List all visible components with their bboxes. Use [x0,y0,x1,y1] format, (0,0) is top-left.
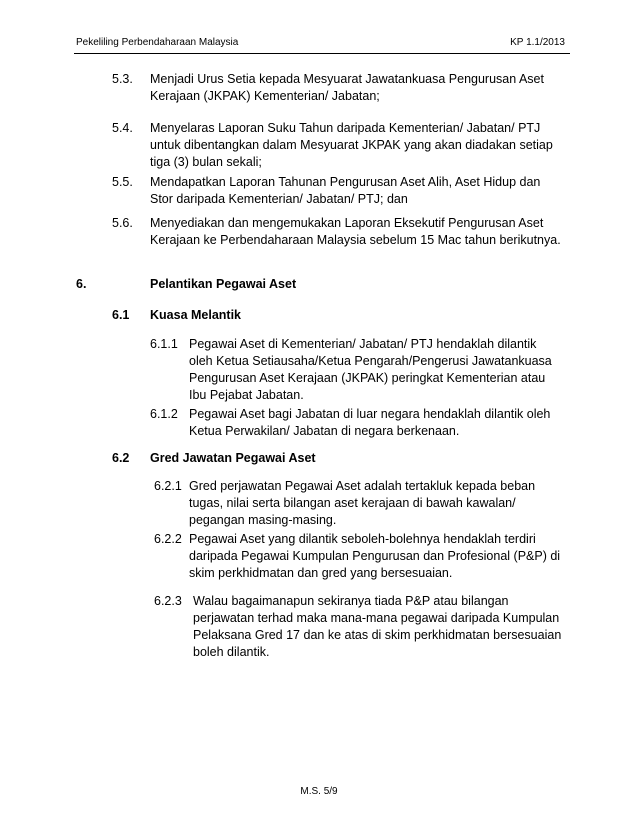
item-number: 5.3. [112,72,133,86]
item-number: 5.5. [112,175,133,189]
header-divider [74,53,570,54]
item-text: Walau bagaimanapun sekiranya tiada P&P atau bilangan perjawatan terhad maka mana-mana pegawai daripada Kumpulan Pelaksana Gred 17 dan ke atas di skim perkhidmatan bersesuaian boleh dilantik. [193,594,562,659]
item-text: Menjadi Urus Setia kepada Mesyuarat Jawatankuasa Pengurusan Aset Kerajaan (JKPAK) Kementerian/ Jabatan; [150,72,544,103]
subsection-title: Gred Jawatan Pegawai Aset [150,451,316,465]
item-number: 6.2.2 [154,532,182,546]
item-number: 6.1.2 [150,407,178,421]
subsection-number: 6.1 [112,308,130,322]
item-text: Pegawai Aset di Kementerian/ Jabatan/ PTJ hendaklah dilantik oleh Ketua Setiausaha/Ketua Pengarah/Pengerusi Jawatankuasa Pengurusan Aset Kerajaan (JKPAK) peringkat Kementerian atau Ibu Pejabat Jabatan. [189,337,552,402]
item-text: Menyediakan dan mengemukakan Laporan Eksekutif Pengurusan Aset Kerajaan ke Perbendaharaan Malaysia sebelum 15 Mac tahun berikutnya. [150,216,561,247]
header-reference: KP 1.1/2013 [510,37,565,48]
item-text: Gred perjawatan Pegawai Aset adalah tertakluk kepada beban tugas, nilai serta bilangan aset kerajaan di bawah kawalan/ pegangan masing-masing. [189,479,536,527]
item-number: 6.2.1 [154,479,182,493]
header-title: Pekeliling Perbendaharaan Malaysia [76,37,239,48]
subsection-title: Kuasa Melantik [150,308,242,322]
subsection-number: 6.2 [112,451,130,465]
item-number: 5.6. [112,216,133,230]
item-text: Pegawai Aset yang dilantik seboleh-bolehnya hendaklah terdiri daripada Pegawai Kumpulan Pengurusan dan Profesional (P&P) di skim perkhidmatan dan gred yang bersesuaian. [189,532,561,580]
item-text: Mendapatkan Laporan Tahunan Pengurusan Aset Alih, Aset Hidup dan Stor daripada Kementerian/ Jabatan/ PTJ; dan [150,175,541,206]
item-number: 6.2.3 [154,594,182,608]
item-text: Pegawai Aset bagi Jabatan di luar negara hendaklah dilantik oleh Ketua Perwakilan/ Jabatan di negara berkenaan. [189,407,551,438]
section-title: Pelantikan Pegawai Aset [150,277,297,291]
item-number: 6.1.1 [150,337,178,351]
item-number: 5.4. [112,121,133,135]
section-number: 6. [76,277,87,291]
page-number: M.S. 5/9 [300,786,338,797]
item-text: Menyelaras Laporan Suku Tahun daripada Kementerian/ Jabatan/ PTJ untuk dibentangkan dalam Mesyuarat JKPAK yang akan diadakan setiap tiga (3) bulan sekali; [150,121,553,169]
